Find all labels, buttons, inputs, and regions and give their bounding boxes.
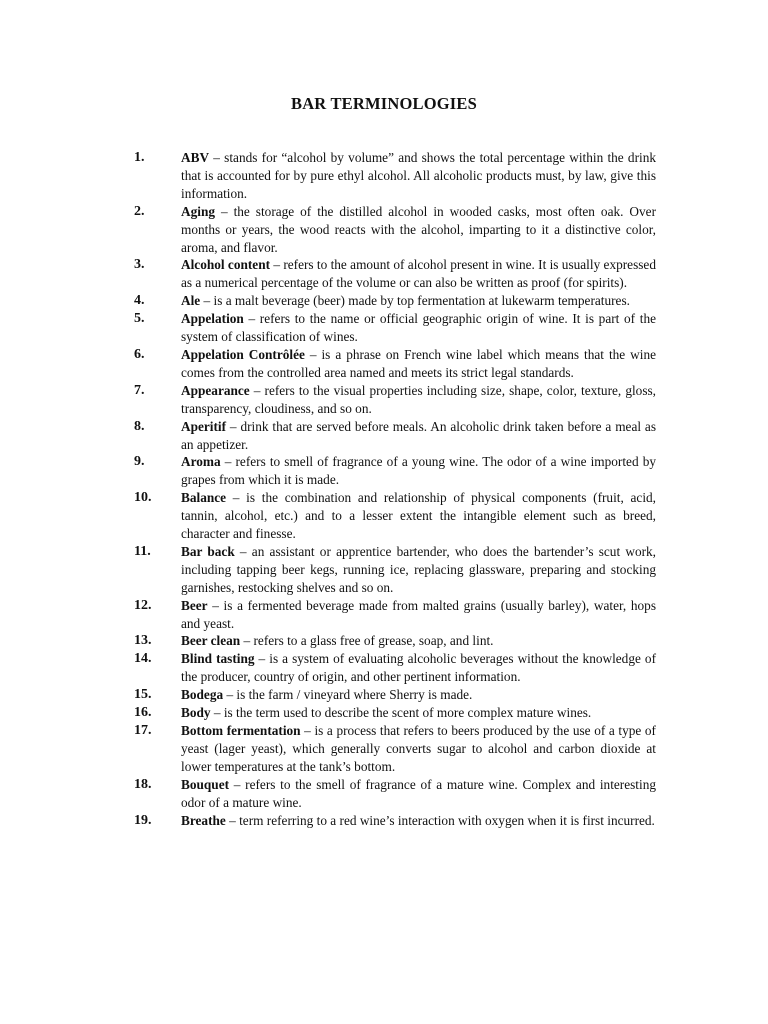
list-item <box>134 722 656 776</box>
entry-term: Bottom fermentation <box>181 723 301 738</box>
entry-number: 12. <box>134 597 152 613</box>
entry-definition: – refers to smell of fragrance of a young wine. The odor of a wine imported by grapes from which it is made. <box>181 454 656 488</box>
entry-definition: – is the term used to describe the scent of more complex mature wines. <box>210 705 592 721</box>
entry-definition: – is a process that refers to beers produced by the use of a type of yeast (lager yeast), which generally converts sugar to alcohol and carbon dioxide at lower temperatures at the tank’s bottom. <box>181 723 656 774</box>
entry-term: Appelation <box>181 311 244 327</box>
entry-term: Aperitif <box>181 418 227 434</box>
list-item <box>134 489 656 543</box>
entry-term: Balance <box>181 490 227 506</box>
entry-text <box>181 632 656 650</box>
entry-number: 18. <box>134 776 152 792</box>
entry-definition: – refers to the amount of alcohol present in wine. It is usually expressed as a numerical percentage of the volume or can also be written as proof (for spirits). <box>181 257 656 291</box>
list-item <box>134 812 656 830</box>
entry-term: Beer clean <box>181 633 241 649</box>
page-title: BAR TERMINOLOGIES <box>290 94 477 113</box>
entry-number: 2. <box>134 203 145 219</box>
entry-text <box>181 812 656 830</box>
list-item <box>134 256 656 292</box>
list-item <box>134 382 656 418</box>
entry-number: 5. <box>134 311 145 327</box>
entry-term: ABV <box>181 150 210 165</box>
entry-number: 4. <box>134 293 145 309</box>
list-item <box>134 543 656 597</box>
entry-text <box>181 256 656 292</box>
list-item <box>134 310 656 346</box>
entry-definition: – refers to the name or official geographic origin of wine. It is part of the system of classification of wines. <box>181 311 656 345</box>
entry-definition: – stands for “alcohol by volume” and shows the total percentage within the drink that is accounted for by pure ethyl alcohol. All alcoholic products must, by law, give this information. <box>181 150 656 201</box>
list-item <box>134 776 656 812</box>
entry-definition: – is a fermented beverage made from malted grains (usually barley), water, hops and yeast. <box>181 597 656 631</box>
entry-number: 15. <box>134 687 152 703</box>
entry-text <box>181 418 656 454</box>
entry-definition: – refers to the smell of fragrance of a mature wine. Complex and interesting odor of a mature wine. <box>181 776 656 810</box>
entry-term: Bodega <box>181 687 224 703</box>
entry-text <box>181 149 656 203</box>
terminology-list <box>134 149 656 829</box>
entry-number: 17. <box>134 723 152 738</box>
entry-text <box>181 650 656 686</box>
entry-definition: – refers to the visual properties including size, shape, color, texture, gloss, transparency, cloudiness, and so on. <box>181 382 656 416</box>
list-item <box>134 203 656 257</box>
entry-definition: – the storage of the distilled alcohol in wooded casks, most often oak. Over months or years, the wood reacts with the alcohol, imparting to it a distinctive color, aroma, and flavor. <box>181 203 656 255</box>
entry-number: 9. <box>134 454 145 470</box>
entry-term: Ale <box>181 293 201 309</box>
entry-text <box>181 704 656 722</box>
entry-term: Bouquet <box>181 776 230 792</box>
entry-number: 19. <box>134 812 152 828</box>
entry-term: Bar back <box>181 543 235 559</box>
entry-definition: – is a malt beverage (beer) made by top fermentation at lukewarm temperatures. <box>200 293 630 309</box>
entry-number: 16. <box>134 705 152 721</box>
entry-text <box>181 686 656 704</box>
entry-text <box>181 346 656 382</box>
entry-number: 1. <box>134 150 145 165</box>
entry-text <box>181 382 656 418</box>
entry-term: Aging <box>181 203 215 219</box>
entry-number: 14. <box>134 651 152 667</box>
entry-definition: – is a system of evaluating alcoholic beverages without the knowledge of the producer, country of origin, and other pertinent information. <box>181 651 656 685</box>
entry-number: 10. <box>134 490 152 506</box>
entry-text <box>181 310 656 346</box>
entry-definition: – is a phrase on French wine label which means that the wine comes from the controlled area named and meets its strict legal standards. <box>181 346 657 380</box>
entry-number: 7. <box>134 382 145 398</box>
list-item <box>134 418 656 454</box>
entry-text <box>181 722 656 776</box>
list-item <box>134 632 656 650</box>
list-item <box>134 453 656 489</box>
entry-number: 11. <box>134 543 151 559</box>
entry-text <box>181 453 656 489</box>
list-item <box>134 346 656 382</box>
entry-definition: – drink that are served before meals. An alcoholic drink taken before a meal as an appetizer. <box>181 418 656 452</box>
list-item <box>134 686 656 704</box>
entry-term: Aroma <box>181 454 221 470</box>
entry-term: Alcohol content <box>181 257 271 273</box>
entry-term: Breathe <box>181 812 226 828</box>
entry-text <box>181 292 656 310</box>
list-item <box>134 597 656 633</box>
entry-definition: – is the combination and relationship of physical components (fruit, acid, tannin, alcohol, etc.) and to a lesser extent the intangible element such as breed, character and finesse. <box>181 490 656 542</box>
entry-number: 6. <box>134 346 145 362</box>
entry-term: Body <box>181 705 211 721</box>
entry-text <box>181 776 656 812</box>
list-item <box>134 292 656 310</box>
entry-definition: – term referring to a red wine’s interaction with oxygen when it is first incurred. <box>225 812 655 828</box>
entry-term: Beer <box>181 597 208 613</box>
entry-number: 13. <box>134 633 152 649</box>
entry-text <box>181 597 656 633</box>
entry-term: Appearance <box>181 382 250 398</box>
entry-definition: – is the farm / vineyard where Sherry is made. <box>223 687 473 703</box>
list-item <box>134 650 656 686</box>
entry-text <box>181 543 656 597</box>
entry-text <box>181 489 656 543</box>
list-item <box>134 149 656 203</box>
entry-number: 3. <box>134 257 145 273</box>
entry-term: Blind tasting <box>181 651 255 667</box>
entry-definition: – an assistant or apprentice bartender, who does the bartender’s scut work, including tapping beer kegs, running ice, replacing glassware, preparing and stocking garnishes, restocking shelves and so on. <box>181 543 657 595</box>
entry-definition: – refers to a glass free of grease, soap, and lint. <box>240 633 494 649</box>
entry-term: Appelation Contrôlée <box>181 346 305 362</box>
entry-text <box>181 203 656 257</box>
list-item <box>134 704 656 722</box>
entry-number: 8. <box>134 418 145 434</box>
